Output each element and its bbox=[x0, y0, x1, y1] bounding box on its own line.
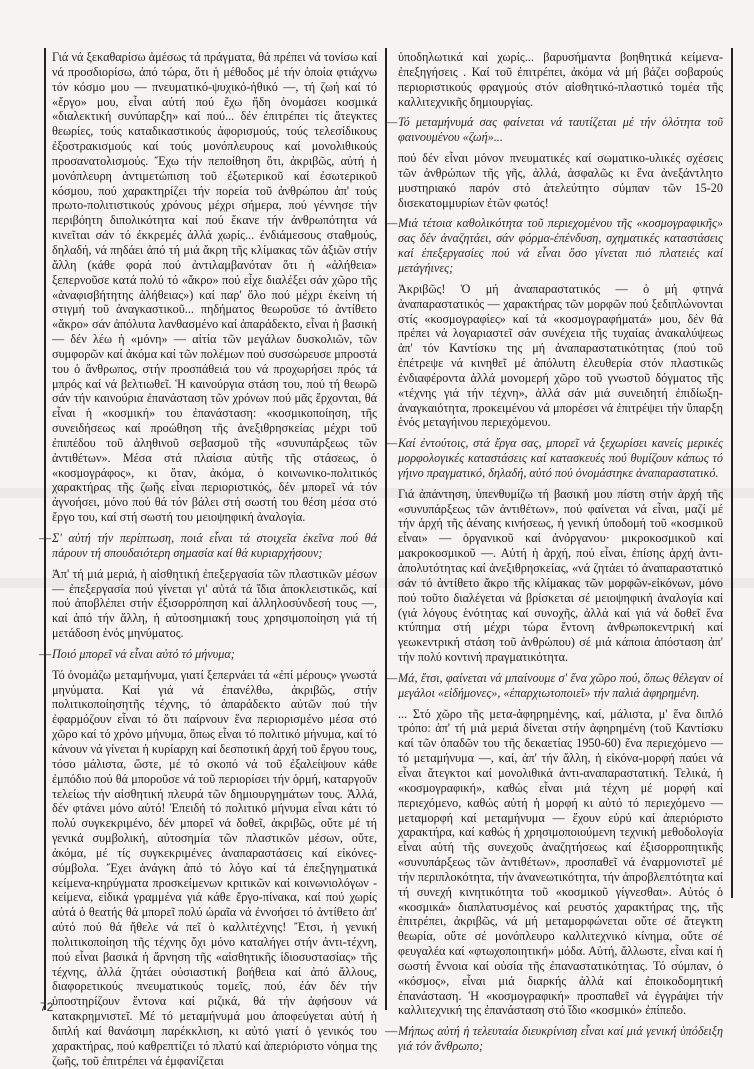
right-column bbox=[398, 50, 723, 1054]
column-divider-rule bbox=[385, 48, 387, 1010]
interview-question: — Καί ἐντούτοις, στά ἔργα σας, μπορεῖ νά ξεχωρίσει κανείς μερικές μορφολογικές καταστάσεις καί κατασκευές πού θυμίζουν κάπως τό γήινο πραγματικό, δηλαδή, αὐτό πού ὀνομάστηκε ἀναπαραστατικό. bbox=[398, 436, 723, 481]
answer-paragraph: ... Στό χῶρο τῆς μετα-ἀφηρημένης, καί, μάλιστα, μ' ἕνα διπλό τρόπο: ἀπ' τή μιά μεριά δίνεται στήν ἀφηρημένη (τοῦ Καντίσκυ καί τῶν ὀπαδῶν του τῆς δεκαετίας 1950-60) ἕνα περιεχόμενο — τό μεταμήνυμα —, καί, ἀπ' τήν ἄλλη, ἡ εἰκόνα-μορφή παύει νά εἶναι ἄτεγκτοι καί μονολιθικά ἀντι-αναπαραστατική. Τελικά, ἡ «κοσμογραφική», καθώς εἶναι μιά τέχνη μέ μορφή καί περιεχόμενο, καθώς αὐτή ἡ μορφή κι αὐτό τό περιεχόμενο — μεταμορφή καί μεταμήνυμα — ἔχουν εὐρύ καί ἀπεριόριστο χαρακτήρα, καί καθώς ἡ χρησιμοποιούμενη τεχνική μεθοδολογία εἶναι αὐτή τῆς συνεχοῦς ἀναζητήσεως καί ἐξισορροπητικῆς «συνυπάρξεως τῶν ἀντιθέτων», προσπαθεῖ νά ἐναρμονιστεῖ μέ τήν περιπλοκότητα, τήν ἀνανεωτικότητα, τήν ἀπροβλεπτότητα καί τή συνεχή κινητικότητα τοῦ «κοσμικοῦ γίγνεσθαι». Αὐτός ὁ «κοσμικά» διαπλατυσμένος καί ρευστός χαρακτήρας της, τῆς ἐπιτρέπει, ἀκριβῶς, νά μή μεταμορφώνεται οὔτε σέ ἄτεγκτη θεωρία, οὔτε σέ μονόπλευρο καλλιτεχνικό κίνημα, οὔτε σέ φευγαλέα καί «φτωχοποιητική» μόδα. Αὐτή, ἄλλωστε, εἶναι καί ἡ σωστή ἔννοια καί οὐσία τῆς ἐπαναστατικότητας. Τό σύμπαν, ὁ «κόσμος», εἶναι μιά διαρκής ἀλλά καί ἐποικοδομητική ἐπανάσταση. Ἡ «κοσμογραφική» προσπαθεῖ νά ἐγγράψει τήν καλλιτεχνική της ἐπανάσταση στό ἴδιο «κοσμικό» ἐπίπεδο. bbox=[398, 706, 723, 1018]
right-border-rule bbox=[731, 48, 733, 898]
interview-question: — Μιά τέτοια καθολικότητα τοῦ περιεχομένου τῆς «κοσμογραφικῆς» σας δέν ἀναζητάει, σάν φόρμα-ἐπένδυση, σχηματικές καταστάσεις καί ἐπεξεργασίες πού νά εἶναι ὅσο γίνεται πιό πλατειές καί μετάγήινες; bbox=[398, 216, 723, 275]
answer-paragraph: ὑποδηλωτικά καί χωρίς... βαρυσήμαντα βοηθητικά κείμενα-ἐπεξηγήσεις . Καί τοῦ ἐπιτρέπει, ἀκόμα νά μή βάζει σοβαρούς περιοριστικούς φραγμούς στόν αἰσθητικό-πλαστικό τομέα τῆς καλλιτεχνικῆς δημιουργίας. bbox=[398, 50, 723, 109]
interview-question: — Μήπως αὐτή ἡ τελευταία διευκρίνιση εἶναι καί μιά γενική ὑπόδειξη γιά τόν ἄνθρωπο; bbox=[398, 1024, 723, 1054]
interview-question: — Μά, ἔτσι, φαίνεται νά μπαίνουμε σ' ἕνα χῶρο πού, ὅπως θέλεγαν οἱ μεγάλοι «εἰδήμονες», «ἐπαρχιωτοποιεῖ» τήν παλιά ἀφηρημένη. bbox=[398, 671, 723, 701]
interview-question: — Ποιό μπορεῖ νά εἶναι αὐτό τό μήνυμα; bbox=[52, 647, 377, 662]
left-border-rule bbox=[44, 48, 46, 1010]
answer-paragraph: Τό ὀνομάζω μεταμήνυμα, γιατί ξεπερνάει τά «ἐπί μέρους» γνωστά μηνύματα. Καί γιά νά ἐπανέλθω, ἀκριβῶς, στήν πολιτικοποίησητῆς τέχνης, τό ἀπαράδεκτο αὐτῶν πού τήν ἐφαρμόζουν εἶναι τό ὅτι παίρνουν ἕνα περιορισμένο μέσα στό χῶρο καί τό χρόνο μήνυμα, ὅπως εἶναι τό πολιτικό μήνυμα, καί τό κάνουν νά γίνεται ἡ κυρίαρχη καί δεσποτική ἀρχή τοῦ ἔργου τους, τόσο μάλιστα, ὥστε, μέ τό σκοπό νά τοῦ ἐξαλείψουν κάθε ἐμπόδιο πού θά μποροῦσε νά τοῦ περιορίσει τήν ὁρμή, καταργοῦν τελείως τήν αἰσθητική πλευρά τῶν δημιουργημάτων τους. Ἀλλά, δέν φτάνει μόνο αὐτό! Ἐπειδή τό πολιτικό μήνυμα εἶναι κάτι τό πολύ συγκεκριμένο, δέν μπορεῖ νά δοθεῖ, ἀκριβῶς, οὔτε μέ τή γενικά συμβολική, αὐτοσημία τῶν πλαστικῶν μέσων, οὔτε, ἀκόμα, μέ τίς συγκεκριμένες ἀναπαραστάσεις καί εἰκόνες-σύμβολα. Ἔχει ἀνάγκη ἀπό τό λόγο καί τά ἐπεξηγηματικά κείμενα-κηρύγματα προσκείμενων κριτικῶν καί κοινωνιολόγων - κείμενα, εἰδικά γραμμένα γιά κάθε ἔργο-πίνακα, καί πού χωρίς αὐτά ὁ θεατής θά μπορεῖ πολύ ὡραῖα νά ἐννοήσει τό ἀντίθετο ἀπ' αὐτό πού θά ἤθελε νά πεῖ ὁ καλλιτέχνης! Ἔτσι, ἡ γενική πολιτικοποίηση τῆς τέχνης ὄχι μόνο καταλήγει στήν ἀντι-τέχνη, πού εἶναι βασικά ἡ ἄρνηση τῆς «αἰσθητικῆς ἰδιοσυστασίας» τῆς τέχνης, ἀλλά ζητάει οὐσιαστική βοήθεια καί ἀπό ἄλλους, διαφορετικούς πνευματικούς τομεῖς, πού, ἐάν δέν τήν ὑποστηρίζουν ἔντονα καί ριζικά, θά τήν ἀφήσουν νά κατακρημνιστεῖ. Μέ τό μεταμήνυμά μου ἀποφεύγεται αὐτή ἡ διπλή καί θανάσιμη παρέκκλιση, κι αὐτό γιατί ὁ γενικός του χαρακτήρας, πού καθρεπτίζει τό πλατύ καί ἀπεριόριστο νόημα της ζωῆς, τοῦ ἐπιτρέπει νά ἐμφανίζεται bbox=[52, 667, 377, 1068]
answer-paragraph: Γιά ἀπάντηση, ὑπενθυμίζω τή βασική μου πίστη στήν ἀρχή τῆς «συνυπάρξεως τῶν ἀντιθέτων», πού φαίνεται νά εἶναι, μαζί μέ τήν ἀρχή τῆς ἀέναης κινήσεως, ἡ γενική ὑποδομή τοῦ «κοσμικοῦ εἶναι» — ὀργανικοῦ καί ἀνόργανου· μικροκοσμικοῦ καί μακροκοσμικοῦ —. Αὐτή ἡ ἀρχή, πού εἶναι, ἐπίσης ἀρχή ἀντι-ἀπολυτότητας καί ἀνεξιθρησκείας, «νά ζητάει τό ἀναπαραστατικό σάν τό ἀντίθετο ἄκρο τῆς κλίμακας τῶν μορφῶν-εἰκόνων, μόνο πού τοῦτο διαλέγεται νά βρίσκεται σέ μειοψηφική ἀναλογία καί (γιά λόγους ἑνότητας καί συνοχῆς, ἀλλά καί γιά νά δοθεῖ ἕνα κτύπημα στή μέχρι τώρα ἔντονη ἀνθρωποκεντρική καί γεωκεντρική στάση τοῦ ἀνθρώπου) σέ μιά κάποια ἀπόσταση ἀπ' τήν πολύ κοντινή πραγματικότητα. bbox=[398, 486, 723, 665]
answer-paragraph: Γιά νά ξεκαθαρίσω ἀμέσως τά πράγματα, θά πρέπει νά τονίσω καί νά προσδιορίσω, ἀπό τώρα, ὅτι ἡ μέθοδος μέ τήν ὁποία φτιάχνω τόν κόσμο μου — πνευματικό-ψυχικό-ἠθικό —, τή ζωή καί τό «ἔργο» μου, εἶναι αὐτή πού ἔχω ἤδη ὀνομάσει κοσμικά «διαλεκτική συνύπαρξη» καί πού... δέν ἐπιτρέπει τίς ἄτεγκτες θεωρίες, τούς καταδικαστικούς ἀφορισμούς, τούς τελεσίδικους ἐξοστρακισμούς καί τούς μονόπλευρους καί μονολιθικούς προσανατολισμούς. Ἔχω τήν πεποίθηση ὅτι, ἀκριβῶς, αὐτή ἡ μονόπλευρη ἀντιμετώπιση τοῦ ἐξωτερικοῦ καί ἐσωτερικοῦ κόσμου, πού χαρακτηρίζει τήν πορεία τοῦ ἀνθρώπου ἀπ' τούς πρωτο-πολιτιστικούς χρόνους μέχρι σήμερα, πού γέννησε τήν περιβόητη διπολικότητα καί πού ἔκανε τήν ἀνθρωπότητα νά κινεῖται σάν τό ἐκκρεμές ἀλλά χωρίς... ἐνδιάμεσους σταθμούς, δηλαδή, νά πηδάει ἀπό τή μιά ἄκρη τῆς κλίμακας τῶν ἀξιῶν στήν ἄλλη (κάθε φορά πού ἀντιλαμβανόταν ὅτι ἡ «ἀλήθεια» ξεπερνοῦσε κατά πολύ τό «ἄκρο» πού εἶχε διαλέξει σάν χῶρο τῆς «ἀναφισβήτητης ἀλήθειας») καί παρ' ὅλο πού μέχρι ἐκείνη τή στιγμή τοῦ ἀναγκαστικοῦ... πηδήματος θεωροῦσε τό ἀντίθετο «ἄκρο» σάν ἀπόλυτα λανθασμένο καί ἀπαράδεκτο, εἶναι ἡ βασική — δέν λέω ἡ «μόνη» — αἰτία τῶν μεγάλων δυσκολιῶν, τῶν συμφορῶν καί ἀκόμα καί τῶν πολέμων πού συσσώρευσε μπροστά του ὁ ἄνθρωπος, στήν προσπάθειά του νά προχωρήσει πρός τά μπρός καί νά βελτιωθεῖ. Ἡ καινούργια στάση του, πού τή θεωρῶ σάν τήν καινούρια ἐπανάσταση τῶν χρόνων πού μᾶς ἔρχονται, θά εἶναι ἡ «κοσμική» του ἐπανάσταση: «κοσμικοποίηση, τῆς συνειδήσεως καί προώθηση τῆς ἀνεξιθρησκείας μέχρι τοῦ ἐπιπέδου τοῦ ἀληθινοῦ σεβασμοῦ τῆς «συνυπάρξεως τῶν ἀντιθέτων». Μέσα στά πλαίσια αὐτῆς τῆς στάσεως, ὁ «κοσμογράφος», κι ὅταν, ἀκόμα, ὁ κοινωνικο-πολιτικός χαρακτήρας τῆς ζωῆς εἶναι περιοριστικός, δέν μπορεῖ νά τόν ἀγνοήσει, μόνο πού θά τόν βάλει στή σωστή του θέση μέσα στό ἔργο του, καί στή σωστή του μειοψηφική ἀναλογία. bbox=[52, 50, 377, 525]
answer-paragraph: Ἀπ' τή μιά μεριά, ἡ αἰσθητική ἐπεξεργασία τῶν πλαστικῶν μέσων — ἐπεξεργασία πού γίνεται γι' αὐτά τά ἴδια ἀποκλειστικῶς, καί πού ἀποβλέπει στήν ἐξισορρόπηση καί ἀλληλοσύνδεσή τους —, καί ἀπό τήν ἄλλη, ἡ αὐτοσημιακή τους χρησιμοποίηση γιά τή μετάδοση ἑνός μηνύματος. bbox=[52, 566, 377, 641]
answer-paragraph: Ἀκριβῶς! Ὁ μή ἀναπαραστατικός — ὁ μή φτηνά ἀναπαραστατικός — χαρακτήρας τῶν μορφῶν πού ξεδιπλώνονται στίς «κοσμογραφίες» καί τά «κοσμογραφήματά» μου, δέν θά πρέπει νά λογαριαστεῖ σάν συνέχεια τῆς τυχαίας ἀνακαλύψεως ἀπ' τόν Καντίσκυ της μή ἀναπαραστατικότητας (πού τοῦ ἐπέτρεψε νά κινηθεῖ μέ ἀπόλυτη ἐλευθερία στόν πλαστικῶς ἐνδιαφέροντα ἀλλά μονομερή χῶρο τοῦ γνωστοῦ δόγματος τῆς «τέχνης γιά τήν τέχνη», ἀλλά σάν μιά συνειδητή ἐπιδίωξη-ἀναγκαιότητα, προκειμένου νά μπορέσει νά ἐπιτρέψει τήν ὕπαρξη ἑνός μεταγήινου περιεχόμενου. bbox=[398, 281, 723, 430]
interview-question: — Τό μεταμήνυμά σας φαίνεται νά ταυτίζεται μέ τήν ὁλότητα τοῦ φαινουμένου «ζωή»... bbox=[398, 115, 723, 145]
page-number: 72 bbox=[40, 1000, 54, 1014]
answer-paragraph: πού δέν εἶναι μόνον πνευματικές καί σωματικο-υλικές σχέσεις τῶν ἀνθρώπων τῆς γῆς, ἀλλά, ἀσφαλῶς κι ἕνα ἀνεξάντλητο μυστηριακό παρόν στό ἀτελεύτητο σύμπαν τῶν 15-20 δισεκατομμυρίων ἐτῶν φωτός! bbox=[398, 151, 723, 210]
left-column bbox=[52, 50, 377, 1068]
interview-question: — Σ' αὐτή τήν περίπτωση, ποιά εἶναι τά στοιχεῖα ἐκεῖνα πού θά πάρουν τή σπουδαιότερη σημασία καί θά κυριαρχήσουν; bbox=[52, 531, 377, 561]
